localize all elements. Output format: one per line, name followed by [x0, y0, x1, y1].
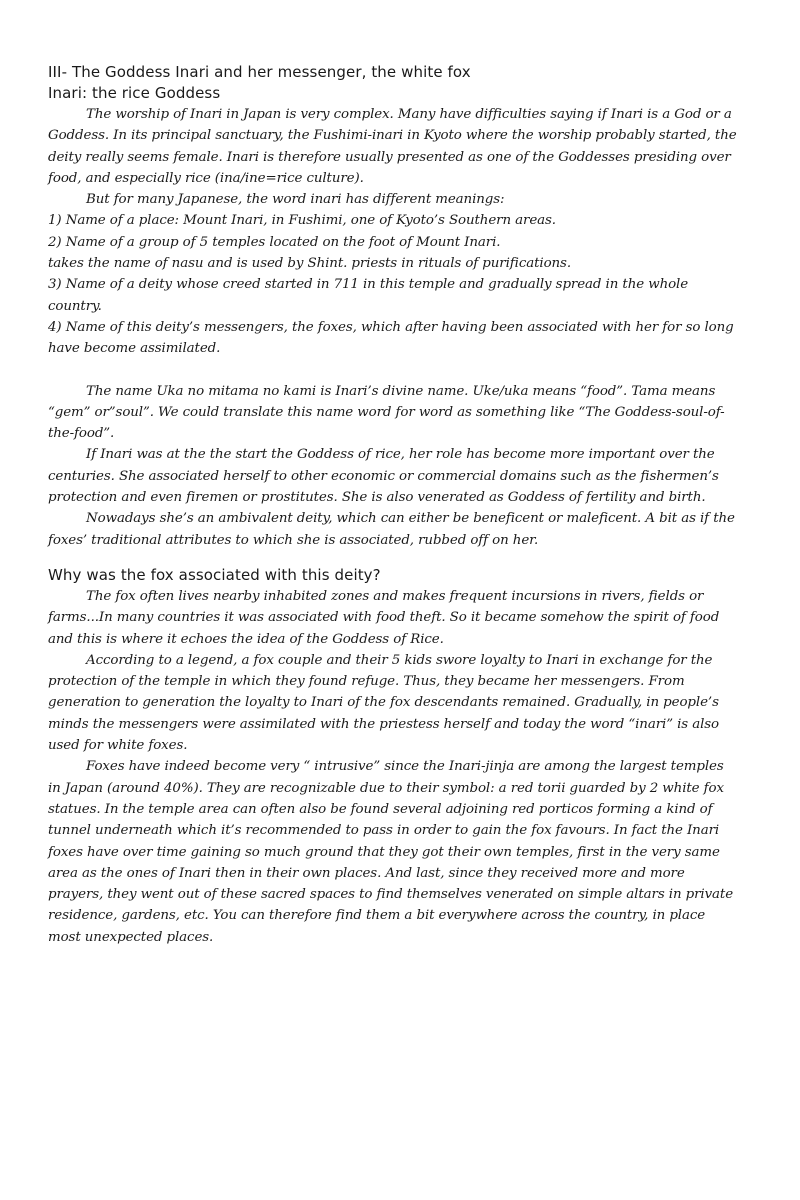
paragraph-ambivalent: Nowadays she’s an ambivalent deity, which can either be beneficent or maleficent. A bit as if the foxes’ traditional attributes to which she is associated, rubbed off on her. [48, 511, 735, 548]
paragraph-divine-name: The name Uka no mitama no kami is Inari’s divine name. Uke/uka means “food”. Tama means “gem” or”soul”. We could translate this name word for word as something like “The Goddess-soul-of-the-food”. [48, 383, 725, 442]
list-item-temples-continued: takes the name of nasu and is used by Shint. priests in rituals of purifications. [48, 256, 571, 272]
list-item-deity: 3) Name of a deity whose creed started in 711 in this temple and gradually spread in the whole country. [48, 277, 689, 314]
section-heading-fox: Why was the fox associated with this deity? [48, 565, 381, 584]
document-page [48, 62, 738, 948]
paragraph-temples: Foxes have indeed become very “ intrusive” since the Inari-jinja are among the largest temples in Japan (around 40%). They are recognizable due to their symbol: a red torii guarded by 2 white fox statues. In the temple area can often also be found several adjoining red porticos forming a kind of tunnel underneath which it’s recommended to pass in order to gain the fox favours. In fact the Inari foxes have over time gaining so much ground that they got their own temples, first in the very same area as the ones of Inari then in their own places. And last, since they received more and more prayers, they went out of these sacred spaces to find themselves venerated on simple altars in private residence, gardens, etc. You can therefore find them a bit everywhere across the country, in place most unexpected places. [48, 759, 734, 945]
paragraph-legend: According to a legend, a fox couple and their 5 kids swore loyalty to Inari in exchange for the protection of the temple in which they found refuge. Thus, they became her messengers. From generation to generation the loyalty to Inari of the fox descendants remained. Gradually, in people’s minds the messengers were assimilated with the priestess herself and today the word “inari” is also used for white foxes. [48, 652, 720, 754]
list-item-messengers: 4) Name of this deity’s messengers, the foxes, which after having been associated with her for so long have become assimilated. [48, 319, 734, 357]
section-heading: III- The Goddess Inari and her messenger, the white fox [48, 63, 471, 81]
paragraph-role: If Inari was at the the start the Goddess of rice, her role has become more important over the centuries. She associated herself to other economic or commercial domains such as the fishermen’s protection and even firemen or prostitutes. She is also venerated as Goddess of fertility and birth. [48, 447, 719, 506]
paragraph-meanings-intro: But for many Japanese, the word inari has different meanings: [86, 192, 505, 208]
list-item-temples: 2) Name of a group of 5 temples located on the foot of Mount Inari. [48, 234, 501, 250]
spacer [48, 551, 738, 565]
paragraph-fox-habitat: The fox often lives nearby inhabited zones and makes frequent incursions in rivers, fields or farms...In many countries it was associated with food theft. So it became somehow the spirit of food and this is where it echoes the idea of the Goddess of Rice. [48, 588, 720, 647]
section-subheading: Inari: the rice Goddess [48, 84, 221, 102]
spacer [48, 360, 738, 381]
list-item-place: 1) Name of a place: Mount Inari, in Fushimi, one of Kyoto’s Southern areas. [48, 213, 556, 229]
paragraph-worship: The worship of Inari in Japan is very complex. Many have difficulties saying if Inari is a God or a Goddess. In its principal sanctuary, the Fushimi-inari in Kyoto where the worship probably started, the deity really seems female. Inari is therefore usually presented as one of the Goddesses presiding over food, and especially rice (ina/ine=rice culture). [48, 107, 737, 186]
